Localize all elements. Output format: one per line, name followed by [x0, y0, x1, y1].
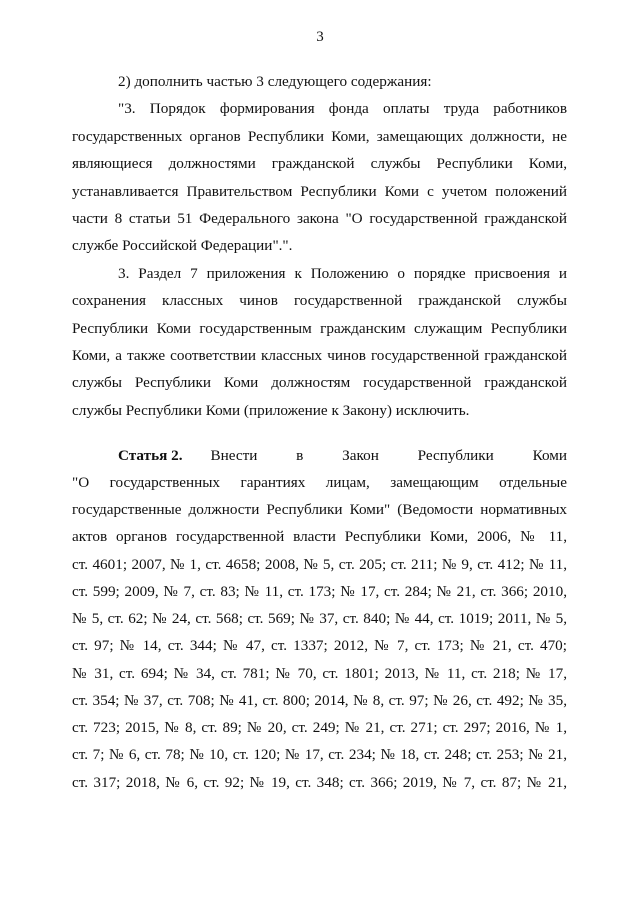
- text-line: службе Российской Федерации".".: [72, 237, 293, 254]
- text-line: № 31, ст. 694; № 34, ст. 781; № 70, ст. 1801; 2013, № 11, ст. 218; № 17,: [72, 665, 567, 682]
- text-line: ст. 354; № 37, ст. 708; № 41, ст. 800; 2014, № 8, ст. 97; № 26, ст. 492; № 35,: [72, 692, 567, 709]
- text-line: ст. 723; 2015, № 8, ст. 89; № 20, ст. 249; № 21, ст. 271; ст. 297; 2016, № 1,: [72, 719, 567, 736]
- text-line: государственные должности Республики Коми" (Ведомости нормативных: [72, 501, 567, 518]
- article-heading-line: [118, 447, 567, 465]
- text-line: "3. Порядок формирования фонда оплаты труда работников: [118, 100, 567, 117]
- text-line: ст. 97; № 14, ст. 344; № 47, ст. 1337; 2012, № 7, ст. 173; № 21, ст. 470;: [72, 637, 567, 654]
- text-line: службы Республики Коми должностям государственной гражданской: [72, 374, 567, 391]
- article-heading: Статья 2.: [118, 447, 183, 464]
- text-line: актов органов государственной власти Республики Коми, 2006, № 11,: [72, 528, 567, 545]
- text-line: Коми, а также соответствии классных чинов государственной гражданской: [72, 347, 567, 364]
- text-line: "О государственных гарантиях лицам, замещающим отдельные: [72, 474, 567, 491]
- text-line: № 5, ст. 62; № 24, ст. 568; ст. 569; № 37, ст. 840; № 44, ст. 1019; 2011, № 5,: [72, 610, 567, 627]
- text-line: части 8 статьи 51 Федерального закона "О государственной гражданской: [72, 210, 567, 227]
- page-number: 3: [316, 29, 324, 45]
- text-line: 3. Раздел 7 приложения к Положению о порядке присвоения и: [118, 265, 567, 282]
- text-line: сохранения классных чинов государственной гражданской службы: [72, 292, 567, 309]
- text-line: службы Республики Коми (приложение к Закону) исключить.: [72, 402, 470, 419]
- text-line: ст. 4601; 2007, № 1, ст. 4658; 2008, № 5, ст. 205; ст. 211; № 9, ст. 412; № 11,: [72, 556, 567, 573]
- text-line: Республики Коми государственным гражданским служащим Республики: [72, 320, 567, 337]
- text-line: являющиеся должностями гражданской службы Республики Коми,: [72, 155, 567, 172]
- text-line: государственных органов Республики Коми, замещающих должности, не: [72, 128, 567, 145]
- text-line: устанавливается Правительством Республики Коми с учетом положений: [72, 183, 567, 200]
- text-line: 2) дополнить частью 3 следующего содержания:: [118, 73, 432, 90]
- text-line: Внести в Закон Республики Коми: [210, 447, 567, 464]
- text-line: ст. 317; 2018, № 6, ст. 92; № 19, ст. 348; ст. 366; 2019, № 7, ст. 87; № 21,: [72, 774, 567, 791]
- text-line: ст. 599; 2009, № 7, ст. 83; № 11, ст. 173; № 17, ст. 284; № 21, ст. 366; 2010,: [72, 583, 567, 600]
- text-line: ст. 7; № 6, ст. 78; № 10, ст. 120; № 17, ст. 234; № 18, ст. 248; ст. 253; № 21,: [72, 746, 567, 763]
